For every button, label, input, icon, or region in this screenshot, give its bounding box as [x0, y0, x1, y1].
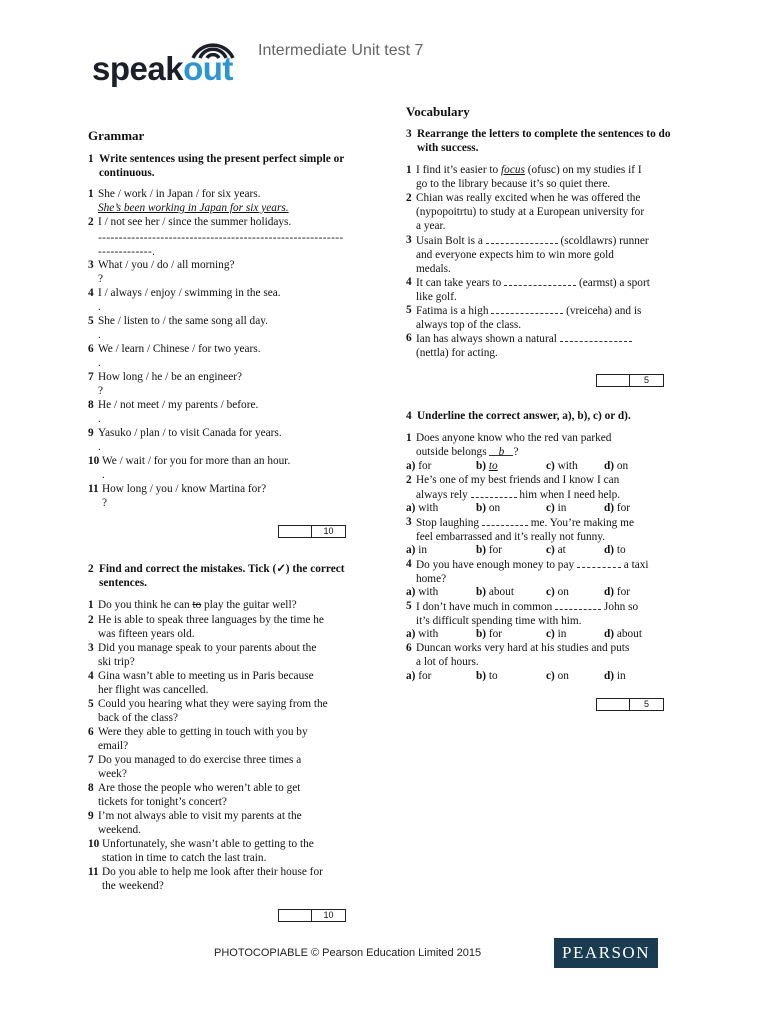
task2-score-box[interactable]: 10 [278, 909, 346, 922]
task1-score-box[interactable]: 10 [278, 525, 346, 538]
answer-line[interactable]: -------------. [98, 246, 156, 258]
task1-item-10: 10 We / wait / for you for more than an hour. . [88, 455, 291, 481]
grammar-heading: Grammar [88, 128, 145, 143]
option-c[interactable]: c) on [546, 586, 569, 598]
test-title: Intermediate Unit test 7 [258, 42, 424, 59]
option-b[interactable]: b) for [476, 544, 503, 556]
option-c[interactable]: c) on [546, 670, 569, 682]
option-b[interactable]: b) to [476, 460, 498, 472]
task1-item-1: 1 She / work / in Japan / for six years. She’s been working in Japan for six years. [88, 187, 363, 215]
task2-item-3: 3 Did you manage speak to your parents about the ski trip? [88, 642, 317, 668]
logo-out: out [183, 50, 233, 87]
task2-item-2: 2 He is able to speak three languages by the time he was fifteen years old. [88, 614, 324, 640]
example-answer: b [489, 445, 513, 456]
answer-blank[interactable] [486, 233, 558, 244]
option-a[interactable]: a) for [406, 460, 432, 472]
answer-blank[interactable] [555, 599, 601, 610]
option-b[interactable]: b) on [476, 502, 501, 514]
task2-item-7: 7 Do you managed to do exercise three times a week? [88, 754, 302, 780]
answer-blank[interactable] [560, 331, 632, 342]
option-a[interactable]: a) in [406, 544, 428, 556]
answer-line[interactable]: ----------------------------------------------------------- [98, 232, 344, 244]
option-b[interactable]: b) for [476, 628, 503, 640]
task1-instruction: 1 Write sentences using the present perfect simple or continuous. [88, 153, 345, 179]
tick-icon: ✓ [276, 563, 286, 575]
task3-item-2: 2 Chian was really excited when he was offered the (nypopoitrtu) to study at a European university for a year. [406, 192, 645, 232]
copyright-notice: PHOTOCOPIABLE © Pearson Education Limited 2015 [214, 947, 482, 959]
task3-item-1: 1 I find it’s easier to focus (ofusc) on my studies if I go to the library because it’s so quiet there. [406, 164, 642, 190]
task2-item-8: 8 Are those the people who weren’t able to get tickets for tonight’s concert? [88, 782, 301, 808]
task2-item-5: 5 Could you hearing what they were saying from the back of the class? [88, 698, 328, 724]
option-d[interactable]: d) for [604, 586, 631, 598]
task4-score-box[interactable]: 5 [596, 698, 664, 711]
answer-blank[interactable] [504, 275, 576, 286]
task2-instruction: 2 Find and correct the mistakes. Tick (✓) the correct sentences. [88, 563, 345, 589]
option-b[interactable]: b) about [476, 586, 514, 598]
answer-blank[interactable] [577, 557, 621, 568]
option-d[interactable]: d) to [604, 544, 626, 556]
pearson-logo: PEARSON [554, 938, 658, 968]
task4-item-2: 2 He’s one of my best friends and I know I can always rely him when I need help. [406, 474, 621, 501]
task1-item-11: 11 How long / you / know Martina for? ? [88, 483, 267, 509]
task1-item-7: 7 How long / he / be an engineer? ? [88, 371, 242, 397]
answer-blank[interactable] [482, 515, 528, 526]
task2-item-9: 9 I’m not always able to visit my parents at the weekend. [88, 810, 302, 836]
option-a[interactable]: a) with [406, 628, 439, 640]
option-c[interactable]: c) in [546, 628, 567, 640]
option-b[interactable]: b) to [476, 670, 498, 682]
crossed-out-word: to [192, 599, 202, 611]
task2-item-6: 6 Were they able to getting in touch with you by email? [88, 726, 308, 752]
vocabulary-heading: Vocabulary [406, 104, 470, 119]
option-c[interactable]: c) in [546, 502, 567, 514]
task3-score-box[interactable]: 5 [596, 374, 664, 387]
example-answer: focus [501, 164, 525, 176]
option-a[interactable]: a) with [406, 586, 439, 598]
task1-item-8: 8 He / not meet / my parents / before. . [88, 399, 259, 425]
option-d[interactable]: d) for [604, 502, 631, 514]
task1-item-3: 3 What / you / do / all morning? ? [88, 259, 235, 285]
task4-item-1: 1 Does anyone know who the red van parked outside belongs b ? [406, 432, 612, 458]
task1-item-2: 2 I / not see her / since the summer holidays. ----------------------------------------------------------- -------------. [88, 215, 363, 259]
task2-item-4: 4 Gina wasn’t able to meeting us in Paris because her flight was cancelled. [88, 670, 314, 696]
task1-item-6: 6 We / learn / Chinese / for two years. . [88, 343, 261, 369]
task3-instruction: 3 Rearrange the letters to complete the sentences to do with success. [406, 128, 671, 154]
answer-blank[interactable] [471, 487, 517, 498]
task4-item-4: 4 Do you have enough money to pay a taxi home? [406, 558, 649, 585]
task4-item-3: 3 Stop laughing me. You’re making me feel embarrassed and it’s really not funny. [406, 516, 634, 543]
task4-item-6: 6 Duncan works very hard at his studies and puts a lot of hours. [406, 642, 630, 668]
task1-item-9: 9 Yasuko / plan / to visit Canada for years. . [88, 427, 282, 453]
task2-item-11: 11 Do you able to help me look after their house for the weekend? [88, 866, 323, 892]
task3-item-3: 3 Usain Bolt is a (scoldlawrs) runner and everyone expects him to win more gold medals. [406, 234, 649, 275]
option-c[interactable]: c) at [546, 544, 566, 556]
task3-item-5: 5 Fatima is a high (vreiceha) and is always top of the class. [406, 304, 642, 331]
option-d[interactable]: d) on [604, 460, 629, 472]
task3-item-6: 6 Ian has always shown a natural (nettla) for acting. [406, 331, 680, 360]
option-a[interactable]: a) with [406, 502, 439, 514]
answer-blank[interactable] [491, 303, 563, 314]
option-a[interactable]: a) for [406, 670, 432, 682]
task1-item-4: 4 I / always / enjoy / swimming in the sea. . [88, 287, 281, 313]
speakout-logo [92, 44, 254, 94]
option-d[interactable]: d) in [604, 670, 626, 682]
task2-item-1: 1 Do you think he can to play the guitar well? [88, 599, 297, 611]
example-answer: She’s been working in Japan for six years. [98, 202, 289, 214]
task4-item-5: 5 I don’t have much in common John so it’s difficult spending time with him. [406, 600, 639, 627]
task2-item-10: 10 Unfortunately, she wasn’t able to getting to the station in time to catch the last train. [88, 838, 314, 864]
logo-speak: speak [92, 50, 184, 87]
task3-item-4: 4 It can take years to (earmst) a sport like golf. [406, 276, 650, 303]
option-c[interactable]: c) with [546, 460, 578, 472]
task4-instruction: 4 Underline the correct answer, a), b), c) or d). [406, 410, 631, 422]
task1-item-5: 5 She / listen to / the same song all day. . [88, 315, 268, 341]
option-d[interactable]: d) about [604, 628, 642, 640]
